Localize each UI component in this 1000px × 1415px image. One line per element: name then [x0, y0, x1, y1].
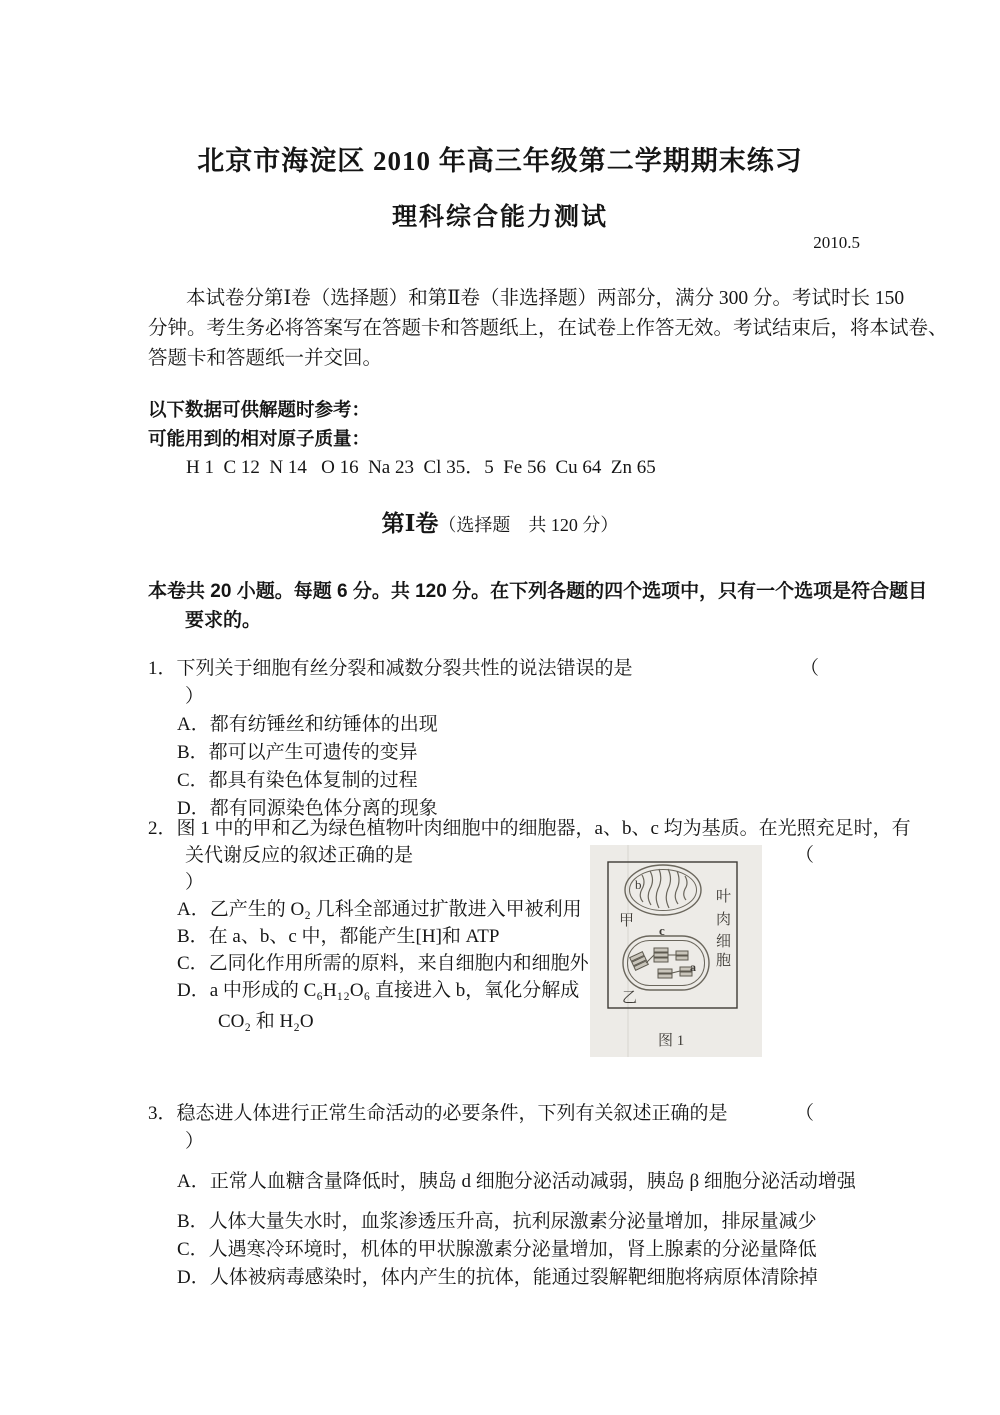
question-3-number: 3．: [148, 1103, 177, 1124]
svg-text:细: 细: [716, 934, 732, 950]
question-3-option-a: A．正常人血糖含量降低时，胰岛 d 细胞分泌活动减弱，胰岛 β 细胞分泌活动增强: [177, 1171, 856, 1192]
figure-label-yi: 乙: [622, 990, 638, 1006]
answer-bracket-open: （: [795, 1103, 815, 1124]
question-1-stem: 下列关于细胞有丝分裂和减数分裂共性的说法错误的是: [176, 658, 633, 679]
grana-stacks: [630, 948, 692, 978]
question-1-option-a: A．都有纺锤丝和纺锤体的出现: [177, 714, 438, 735]
page-subtitle: 理科综合能力测试: [391, 203, 608, 231]
question-2-option-c: C．乙同化作用所需的原料，来自细胞内和细胞外: [177, 953, 589, 974]
question-2-stem-line1: 图 1 中的甲和乙为绿色植物叶肉细胞中的细胞器，a、b、c 均为基质。在光照充足时，有: [176, 818, 911, 839]
atomic-mass-label: 可能用到的相对原子质量：: [148, 428, 371, 449]
answer-bracket-close: ）: [185, 872, 205, 893]
svg-text:肉: 肉: [716, 912, 732, 928]
reference-data-note: 以下数据可供解题时参考：: [148, 399, 371, 420]
figure-caption: 图 1: [658, 1033, 685, 1049]
figure-letter-c: c: [659, 923, 665, 938]
cell-vertical-label: [716, 888, 731, 969]
figure-letter-b: b: [635, 877, 642, 892]
answer-bracket-open: （: [795, 845, 815, 866]
question-2-stem-line2: 关代谢反应的叙述正确的是: [185, 845, 414, 866]
question-1-option-d: D．都有同源染色体分离的现象: [177, 798, 438, 819]
question-2-option-d-continued: CO₂ 和 H₂O: [218, 1011, 314, 1032]
svg-text:胞: 胞: [716, 953, 732, 969]
question-2-option-d: D．a 中形成的 C₆H₁₂O₆ 直接进入 b，氧化分解成: [177, 980, 580, 1001]
question-3-option-c: C．人遇寒冷环境时，机体的甲状腺激素分泌量增加，肾上腺素的分泌量降低: [177, 1239, 817, 1260]
section-1-heading-sub: （选择题 共 120 分）: [438, 515, 619, 535]
page-title: 北京市海淀区 2010 年高三年级第二学期期末练习: [197, 146, 803, 176]
exam-intro-paragraph: [148, 284, 948, 374]
question-2: [148, 815, 911, 1049]
answer-bracket-close: ）: [185, 686, 205, 707]
exam-date: 2010.5: [813, 233, 860, 252]
section-1-heading: [0, 505, 1000, 538]
question-3-option-d: D．人体被病毒感染时，体内产生的抗体，能通过裂解靶细胞将病原体清除掉: [177, 1267, 818, 1288]
section-1-instructions: [148, 577, 928, 635]
question-2-stem-row: [148, 815, 911, 842]
leaf-cell-diagram: [590, 845, 762, 1057]
question-3-option-b: B．人体大量失水时，血浆渗透压升高，抗利尿激素分泌量增加，排尿量减少: [177, 1211, 817, 1232]
answer-bracket-open: （: [800, 658, 820, 679]
question-3-stem-row: [148, 1100, 878, 1128]
instructions-line: 要求的。: [185, 610, 262, 631]
figure-1-scanned-diagram: [590, 845, 762, 1057]
figure-letter-a: a: [690, 960, 696, 974]
intro-line: 答题卡和答题纸一并交回。: [148, 348, 383, 369]
question-2-option-a: A．乙产生的 O₂ 几科全部通过扩散进入甲被利用: [177, 899, 582, 920]
intro-line: 本试卷分第Ⅰ卷（选择题）和第Ⅱ卷（非选择题）两部分，满分 300 分。考试时长 150: [186, 288, 905, 309]
question-1-number: 1．: [148, 658, 177, 679]
svg-text:叶: 叶: [716, 889, 732, 905]
question-2-number: 2．: [148, 818, 177, 839]
question-1-stem-row: [148, 655, 878, 683]
intro-line: 分钟。考生务必将答案写在答题卡和答题纸上，在试卷上作答无效。考试结束后，将本试卷、: [148, 318, 948, 339]
figure-label-jia: 甲: [619, 913, 635, 929]
question-1-option-c: C．都具有染色体复制的过程: [177, 770, 418, 791]
section-1-heading-main: 第Ⅰ卷: [381, 511, 439, 536]
instructions-line: 本卷共 20 小题。每题 6 分。共 120 分。在下列各题的四个选项中，只有一个选项是符合题目: [148, 581, 928, 602]
question-1: [148, 655, 878, 823]
question-3-stem: 稳态进人体进行正常生命活动的必要条件，下列有关叙述正确的是: [176, 1103, 728, 1124]
question-3: [148, 1100, 878, 1292]
question-2-option-b: B．在 a、b、c 中，都能产生[H]和 ATP: [177, 926, 500, 947]
answer-bracket-close: ）: [185, 1131, 205, 1152]
atomic-mass-values: H 1 C 12 N 14 O 16 Na 23 Cl 35．5 Fe 56 Cu 64 Zn 65: [186, 457, 656, 478]
question-1-option-b: B．都可以产生可遗传的变异: [177, 742, 418, 763]
